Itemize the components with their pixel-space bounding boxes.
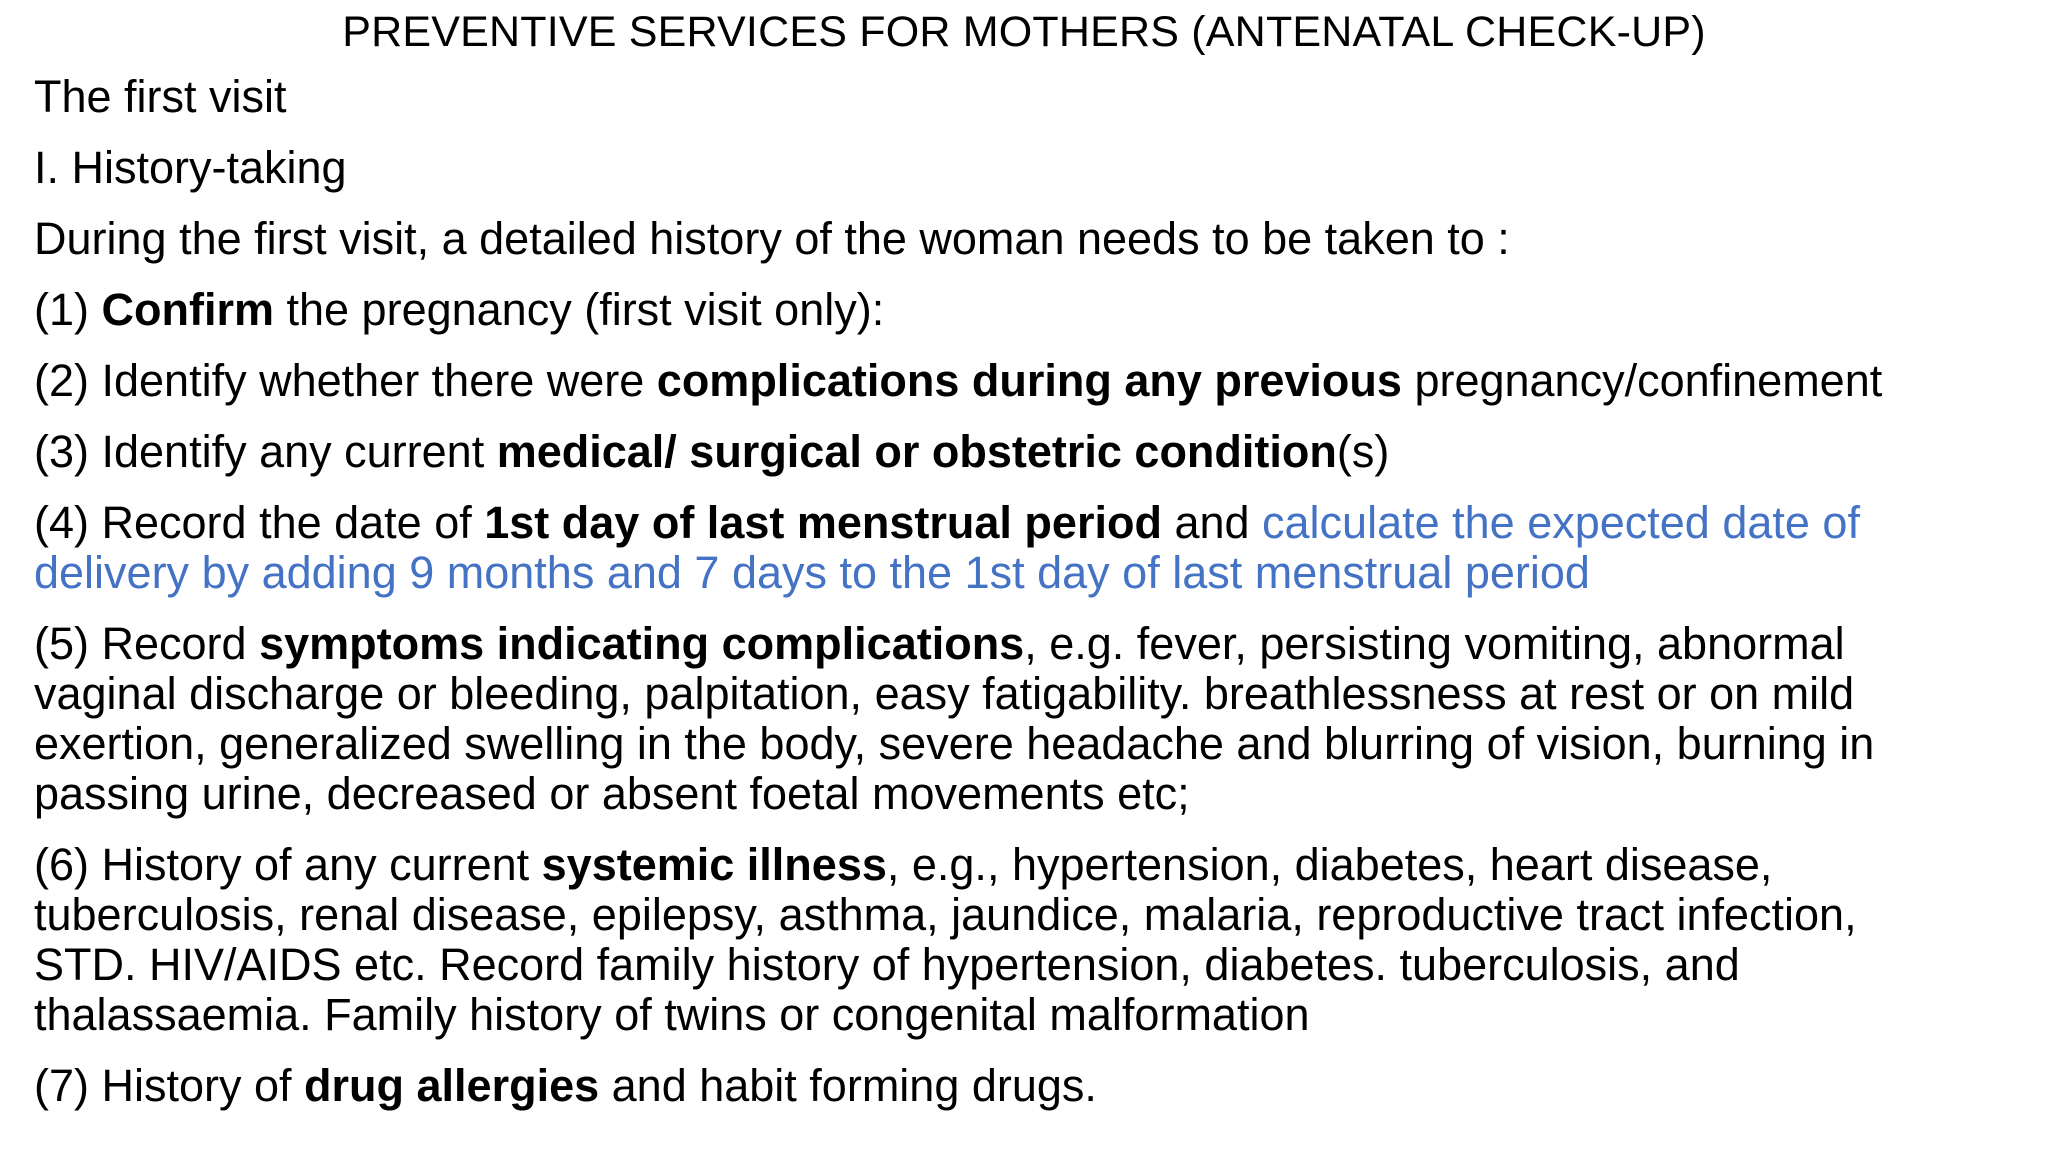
item-1-bold: Confirm: [101, 284, 274, 335]
item-6-line-3: STD. HIV/AIDS etc. Record family history of hypertension, diabetes. tuberculosis, and: [34, 939, 1740, 990]
item-7-prefix: (7) History of: [34, 1060, 305, 1111]
item-5-line-2: vaginal discharge or bleeding, palpitation, easy fatigability. breathlessness at rest or on mild: [34, 668, 1855, 719]
item-5-line-4: passing urine, decreased or absent foetal movements etc;: [34, 768, 1190, 819]
item-2-prefix: (2) Identify whether there were: [34, 355, 657, 406]
item-4-highlight-2: delivery by adding 9 months and 7 days to the 1st day of last menstrual period: [34, 547, 1590, 598]
item-5-bold: symptoms indicating complications: [259, 618, 1025, 669]
item-2-rest: pregnancy/confinement: [1401, 355, 1883, 406]
item-6-line-1: [34, 840, 2024, 890]
item-4-bold: 1st day of last menstrual period: [484, 497, 1162, 548]
item-2: [34, 356, 2024, 406]
heading-first-visit: The first visit: [34, 71, 287, 122]
item-1: [34, 285, 2024, 335]
item-1-prefix: (1): [34, 284, 102, 335]
item-5: [34, 619, 2024, 819]
item-4-prefix: (4) Record the date of: [34, 497, 485, 548]
item-4-mid: and: [1161, 497, 1263, 548]
item-1-rest: the pregnancy (first visit only):: [274, 284, 885, 335]
item-4-line-1: [34, 498, 2024, 548]
item-7-rest: and habit forming drugs.: [599, 1060, 1097, 1111]
item-3-prefix: (3) Identify any current: [34, 426, 497, 477]
item-7-bold: drug allergies: [304, 1060, 600, 1111]
item-4-highlight-1: calculate the expected date of: [1262, 497, 1860, 548]
item-7: [34, 1061, 2024, 1111]
item-3-bold: medical/ surgical or obstetric condition: [496, 426, 1337, 477]
intro-text: During the first visit, a detailed history of the woman needs to be taken to :: [34, 213, 1510, 264]
slide-content: [34, 72, 2024, 1132]
item-5-line-1: [34, 619, 2024, 669]
item-6-prefix: (6) History of any current: [34, 839, 542, 890]
item-5-prefix: (5) Record: [34, 618, 260, 669]
item-5-line-3: exertion, generalized swelling in the body, severe headache and blurring of vision, burning in: [34, 718, 1875, 769]
item-5-line-1-rest: , e.g. fever, persisting vomiting, abnormal: [1024, 618, 1845, 669]
slide-title: PREVENTIVE SERVICES FOR MOTHERS (ANTENATAL CHECK-UP): [342, 8, 1706, 56]
item-4: [34, 498, 2024, 598]
item-6-line-4: thalassaemia. Family history of twins or congenital malformation: [34, 989, 1310, 1040]
item-6: [34, 840, 2024, 1040]
item-3: [34, 427, 2024, 477]
item-6-line-2: tuberculosis, renal disease, epilepsy, asthma, jaundice, malaria, reproductive tract infection,: [34, 889, 1857, 940]
item-2-bold: complications during any previous: [656, 355, 1402, 406]
item-6-bold: systemic illness: [541, 839, 887, 890]
item-3-rest: (s): [1336, 426, 1390, 477]
heading-history-taking: I. History-taking: [34, 142, 347, 193]
item-6-line-1-rest: , e.g., hypertension, diabetes, heart disease,: [886, 839, 1773, 890]
